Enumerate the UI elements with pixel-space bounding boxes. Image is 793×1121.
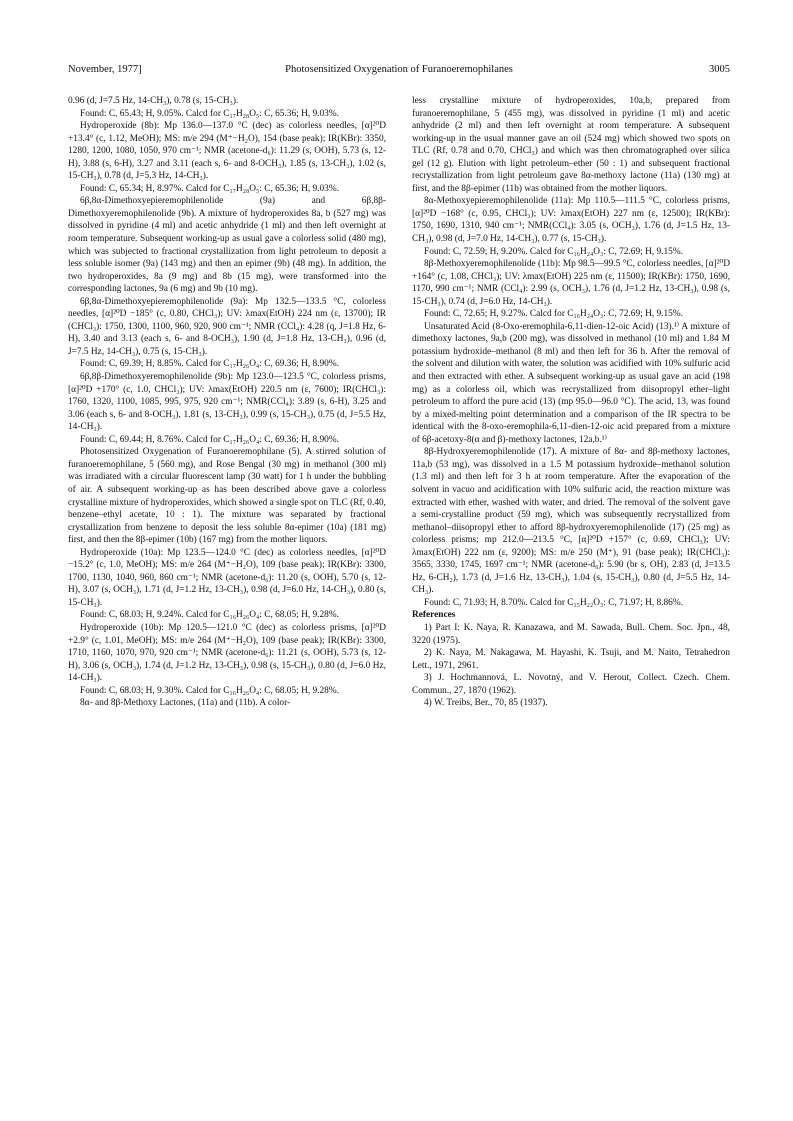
paragraph: Found: C, 68.03; H, 9.30%. Calcd for C₁₆H₂₆O₄: C, 68.05; H, 9.28%. — [80, 685, 339, 696]
paragraph: 8β-Methoxyeremophilenolide (11b): Mp 98.5—99.5 °C, colorless needles, [α]²⁰D +164° (c, 1.08, CHCl₃); UV: λmax(EtOH) 225 nm (ε, 11500); IR(KBr): 1750, 1690, 1170, 990 cm⁻¹; NMR (CCl₄): 2.99 (s, OCH₃), 1.76 (d, J=1.2 Hz, 13-CH₃), 0.98 (s, 15-CH₃), 0.74 (d, J=6.0 Hz, 14-CH₃). — [412, 259, 730, 307]
left-column — [68, 95, 386, 710]
header-date: November, 1977] — [68, 64, 142, 75]
paragraph: Found: C, 65.43; H, 9.05%. Calcd for C₁₇H₂₈O₅: C, 65.36; H, 9.03%. — [80, 108, 339, 119]
paragraph: Found: C, 68.03; H, 9.24%. Calcd for C₁₆H₂₆O₄: C, 68.05; H, 9.28%. — [80, 610, 339, 621]
paragraph: Hydroperoxide (10b): Mp 120.5—121.0 °C (dec) as colorless prisms, [α]²⁰D +2.9° (c, 1.01, MeOH); MS: m/e 264 (M⁺−H₂O), 109 (base peak); IR(KBr): 3300, 1710, 1160, 1070, 970, 920 cm⁻¹; NMR (acetone-d₆): 11.21 (s, OOH), 5.73 (s, 12-H), 3.06 (s, OCH₃), 1.74 (d, J=1.2 Hz, 13-CH₃), 0.98 (s, 15-CH₃), 0.80 (d, J=6.0 Hz, 14-CH₃). — [68, 622, 386, 684]
paragraph: 6β,8β-Dimethoxyeremophilenolide (9b): Mp 123.0—123.5 °C, colorless prisms, [α]²⁰D +170° (c, 1.0, CHCl₃); UV: λmax(EtOH) 220.5 nm (ε, 7600); IR(CHCl₃): 1760, 1320, 1100, 1085, 995, 975, 920 cm⁻¹; NMR(CCl₄): 3.89 (s, 6-H), 3.25 and 3.06 (each s, 6- and 8-OCH₃), 1.81 (s, 13-CH₃), 0.99 (s, 15-CH₃), 0.75 (d, J=5.5 Hz, 14-CH₃). — [68, 372, 386, 433]
paragraph: 8α-Methoxyepieremophilenolide (11a): Mp 110.5—111.5 °C, colorless prisms, [α]²⁰D −168° (c, 0.95, CHCl₃); UV: λmax(EtOH) 227 nm (ε, 12500); IR(KBr): 1750, 1690, 1310, 940 cm⁻¹; NMR(CCl₄): 3.05 (s, OCH₃), 1.76 (d, J=1.5 Hz, 13-CH₃), 0.98 (d, J=7.0 Hz, 14-CH₃), 0.77 (s, 15-CH₃). — [412, 196, 730, 245]
paragraph: 6β,8α-Dimethoxyepieremophilenolide (9a) and 6β,8β-Dimethoxyeremophilenolide (9b). A mixture of hydroperoxides 8a, b (527 mg) was dissolved in pyridine (4 ml) and acetic anhydride (1 ml) and then left overnight at room temperature. Subsequent working-up as usual gave a colorless solid (480 mg), which was subjected to fractional crystallization from light petroleum to deposit a less soluble isomer (9a) (143 mg) and then an epimer (9b) (48 mg). In addition, the two hydroperoxides, 8a (9 mg) and 8b (15 mg), were transformed into the corresponding lactones, 9a (6 mg) and 9b (10 mg). — [68, 196, 386, 295]
references-heading: References — [412, 610, 456, 621]
header-title: Photosensitized Oxygenation of Furanoeremophilanes — [285, 64, 513, 75]
paragraph: 8β-Hydroxyeremophilenolide (17). A mixture of 8α- and 8β-methoxy lactones, 11a,b (53 mg), was dissolved in a 1.5 M potassium hydroxide–methanol solution (1.3 ml) and then left for 3 h at room temperature. After the evaporation of the solvent in vacuo and acidification with 10% sulfuric acid, the reaction mixture was extracted with ether, washed with water, and dried. The removal of the solvent gave a semi-crystalline product (59 mg), which was subsequently recrystallized from methanol–diisopropyl ether to afford 8β-hydroxyeremophilenolide (17) (25 mg) as colorless prisms; mp 212.0—213.5 °C, [α]²⁰D +157° (c, 0.69, CHCl₃); UV: λmax(EtOH) 222 nm (ε, 9200); MS: m/e 250 (M⁺), 91 (base peak); IR(CHCl₃): 3565, 3330, 1745, 1697 cm⁻¹; NMR (acetone-d₆): 5.90 (br s, OH), 2.83 (d, J=13.5 Hz, 6-CH₂), 1.73 (d, J=1.6 Hz, 13-CH₃), 1.04 (s, 15-CH₃), 0.80 (d, J=5.5 Hz, 14-CH₃). — [412, 447, 730, 596]
reference-item: 1) Part I: K. Naya, R. Kanazawa, and M. Sawada, Bull. Chem. Soc. Jpn., 48, 3220 (1975). — [412, 622, 730, 646]
paragraph: 0.96 (d, J=7.5 Hz, 14-CH₃), 0.78 (s, 15-CH₃). — [68, 96, 239, 106]
paragraph: Found: C, 69.44; H, 8.76%. Calcd for C₁₇H₂₆O₄: C, 69.36; H, 8.90%. — [80, 434, 339, 445]
paragraph: Hydroperoxide (10a): Mp 123.5—124.0 °C (dec) as colorless needles, [α]²⁰D −15.2° (c, 1.0, MeOH); MS: m/e 264 (M⁺−H₂O), 109 (base peak); IR(KBr): 3300, 1700, 1130, 1040, 960, 860 cm⁻¹; NMR (acetone-d₆): 11.20 (s, OOH), 5.70 (s, 12-H), 3.07 (s, OCH₃), 1.71 (d, J=1.2 Hz, 13-CH₃), 0.98 (d, J=6.0 Hz, 14-CH₃), 0.80 (s, 15-CH₃). — [68, 547, 386, 608]
paragraph: Hydroperoxide (8b): Mp 136.0—137.0 °C (dec) as colorless needles, [α]²⁰D +13.4° (c, 1.12, MeOH); MS: m/e 294 (M⁺−H₂O), 154 (base peak); IR(KBr): 3350, 1280, 1200, 1080, 1050, 970 cm⁻¹; NMR (acetone-d₆): 11.29 (s, OOH), 5.73 (s, 12-H), 3.88 (s, 6-H), 3.27 and 3.11 (each s, 6- and 8-OCH₃), 1.85 (s, 13-CH₃), 1.02 (s, 15-CH₃), 0.78 (d, J=5.3 Hz, 14-CH₃). — [68, 121, 386, 182]
paragraph: Found: C, 65.34; H, 8.97%. Calcd for C₁₇H₂₈O₅: C, 65.36; H, 9.03%. — [80, 183, 339, 194]
paragraph: less crystalline mixture of hydroperoxides, 10a,b, prepared from furanoeremophilane, 5 (455 mg), was dissolved in pyridine (1 ml) and acetic anhydride (2 ml) and then left overnight at room temperature. A subsequent working-up in the usual manner gave an oil (524 mg) which showed two spots on TLC (Rf, 0.78 and 0.70, CHCl₃) and which was then chromatographed over silica gel (12 g). Elution with light petroleum–ether (50 : 1) and subsequent fractional recrystallization from light petroleum gave 8α-methoxy lactone (11a) (130 mg) at first, and the 8β-epimer (11b) was obtained from the mother liquors. — [412, 96, 730, 194]
paragraph: Found: C, 72.65; H, 9.27%. Calcd for C₁₆H₂₄O₃: C, 72.69; H, 9.15%. — [424, 309, 683, 320]
header-page-number: 3005 — [709, 64, 730, 75]
reference-item: 2) K. Naya, M. Nakagawa, M. Hayashi, K. Tsuji, and M. Naito, Tetrahedron Lett., 1971, 2961. — [412, 648, 730, 671]
paragraph: Found: C, 72.59; H, 9.20%. Calcd for C₁₆H₂₄O₃: C, 72.69; H, 9.15%. — [424, 246, 683, 257]
paragraph: Found: C, 69.39; H, 8.85%. Calcd for C₁₇H₂₆O₄: C, 69.36; H, 8.90%. — [80, 359, 339, 370]
paragraph: Photosensitized Oxygenation of Furanoeremophilane (5). A stirred solution of furanoeremophilane, 5 (560 mg), and Rose Bengal (30 mg) in methanol (300 ml) was irradiated with a circular fluorescent lamp (30 watt) for 1 h under the bubbling of air. A subsequent working-up as has been described above gave a colorless crystalline mixture of hydroperoxides, which showed a single spot on TLC (Rf, 0.40, benzene–ethyl acetate, 10 : 1). The mixture was separated by fractional crystallization from benzene to deposit the less soluble 8α-epimer (10a) (181 mg) first, and then the 8β-epimer (10b) (167 mg) from the mother liquors. — [68, 447, 386, 546]
reference-item: 4) W. Treibs, Ber., 70, 85 (1937). — [424, 698, 548, 709]
reference-item: 3) J. Hochmannová, L. Novotný, and V. Herout, Collect. Czech. Chem. Commun., 27, 1870 (1962). — [412, 673, 730, 696]
paragraph: 8α- and 8β-Methoxy Lactones, (11a) and (11b). A color- — [80, 698, 291, 709]
paragraph: 6β,8α-Dimethoxyepieremophilenolide (9a): Mp 132.5—133.5 °C, colorless needles, [α]²⁰D −185° (c, 0.80, CHCl₃); UV: λmax(EtOH) 224 nm (ε, 13700); IR (CHCl₃): 1750, 1300, 1100, 960, 920, 900 cm⁻¹; NMR (CCl₄): 4.28 (q, J=1.8 Hz, 6-H), 3.40 and 3.13 (each s, 6- and 8-OCH₃), 1.90 (d, J=1.8 Hz, 13-CH₃), 0.96 (d, J=7.5 Hz, 14-CH₃), 0.75 (s, 15-CH₃). — [68, 296, 386, 357]
right-column — [412, 95, 730, 710]
paragraph: Unsaturated Acid (8-Oxo-eremophila-6,11-dien-12-oic Acid) (13).¹⁾ A mixture of dimethoxy lactones, 9a,b (200 mg), was dissolved in methanol (10 ml) and 1.84 M potassium hydroxide–methanol (8 ml) and then left for 36 h. After the removal of the solvent and dilution with water, the solution was acidified with 10% sulfuric acid and then extracted with ether. A subsequent working-up as usual gave an acid (198 mg) as a colorless oil, which was recrystallized from diisopropyl ether–light petroleum to afford the pure acid (13) (mp 95.0—96.0 °C). The acid, 13, was found by a mixed-melting point determination and a comparison of the IR spectra to be identical with the 8-oxo-eremophila-6,11-dien-12-oic acid prepared from a mixture of 6β-acetoxy-8(α and β)-methoxy lactones, 12a,b.¹⁾ — [412, 321, 730, 445]
running-header — [68, 64, 730, 78]
paragraph: Found: C, 71.93; H, 8.70%. Calcd for C₁₅H₂₂O₃: C, 71.97; H, 8.86%. — [424, 597, 683, 608]
